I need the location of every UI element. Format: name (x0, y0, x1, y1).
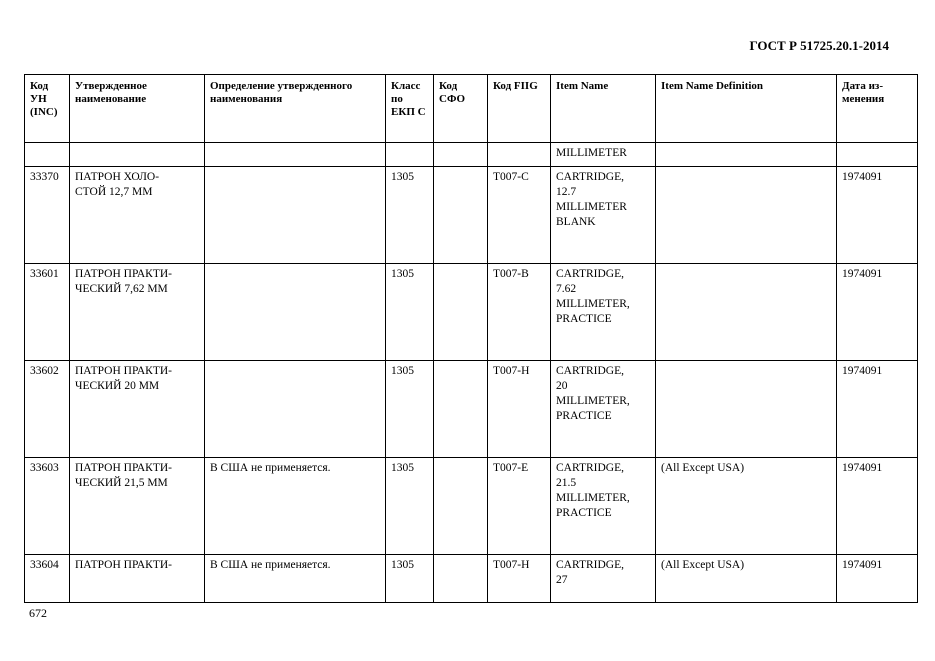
definition-cell: В США не применяется. (205, 458, 386, 555)
fiig-cell: T007-B (488, 264, 551, 361)
item-name-cell-line: CARTRIDGE, (556, 171, 624, 183)
item-name-cell (551, 361, 656, 458)
approved-name-cell (70, 458, 205, 555)
change-date-cell: 1974091 (837, 555, 918, 603)
sfo-cell (434, 264, 488, 361)
column-header-sfo: Код СФО (434, 75, 488, 143)
inc-cell: 33601 (25, 264, 70, 361)
approved-name-cell-line: ЧЕСКИЙ 20 ММ (75, 380, 160, 392)
table-row (25, 167, 918, 264)
approved-name-cell-line: ПАТРОН ПРАКТИ- (75, 268, 173, 280)
column-header-change-date: Дата из- менения (837, 75, 918, 143)
inc-cell: 33604 (25, 555, 70, 603)
inc-cell: 33370 (25, 167, 70, 264)
change-date-cell: 1974091 (837, 458, 918, 555)
fiig-cell: T007-H (488, 555, 551, 603)
sfo-cell (434, 167, 488, 264)
item-name-cell-line: PRACTICE (556, 507, 612, 519)
column-header-item-name-definition: Item Name Definition (656, 75, 837, 143)
definition-cell (205, 361, 386, 458)
definition-cell (205, 167, 386, 264)
class-cell: 1305 (386, 361, 434, 458)
item-name-cell-line: CARTRIDGE, (556, 559, 624, 571)
item-name-cell-line: CARTRIDGE, (556, 365, 624, 377)
change-date-cell: 1974091 (837, 264, 918, 361)
item-name-cell-line: BLANK (556, 216, 596, 228)
item-name-definition-cell (656, 361, 837, 458)
approved-name-cell-line: ПАТРОН ПРАКТИ- (75, 559, 173, 571)
nomenclature-table (24, 74, 918, 603)
item-name-cell (551, 167, 656, 264)
approved-name-cell-line: ПАТРОН ПРАКТИ- (75, 365, 173, 377)
document-id-header: ГОСТ Р 51725.20.1-2014 (749, 38, 889, 53)
table-row (25, 555, 918, 603)
item-name-cell (551, 555, 656, 603)
item-name-definition-cell: (All Except USA) (656, 555, 837, 603)
class-cell: 1305 (386, 264, 434, 361)
table-row (25, 361, 918, 458)
item-name-cell-line: 20 (556, 380, 568, 392)
column-header-fiig: Код FIIG (488, 75, 551, 143)
approved-name-cell (70, 167, 205, 264)
item-name-cell-line: 7.62 (556, 283, 577, 295)
table-row (25, 458, 918, 555)
table-row-continuation (25, 143, 918, 167)
fiig-cell: T007-E (488, 458, 551, 555)
approved-name-cell-line: СТОЙ 12,7 ММ (75, 186, 153, 198)
item-name-cell-line: MILLIMETER, (556, 492, 630, 504)
approved-name-cell-line: ПАТРОН ПРАКТИ- (75, 462, 173, 474)
item-name-cell (551, 264, 656, 361)
definition-cell (205, 264, 386, 361)
approved-name-cell-line: ПАТРОН ХОЛО- (75, 171, 160, 183)
item-name-cell-line: CARTRIDGE, (556, 268, 624, 280)
item-name-cell-line: 27 (556, 574, 568, 586)
page-number: 672 (29, 606, 47, 620)
inc-cell: 33603 (25, 458, 70, 555)
table-header-row (25, 75, 918, 143)
item-name-cell (551, 458, 656, 555)
item-name-cell-line: MILLIMETER (556, 201, 627, 213)
approved-name-cell (70, 264, 205, 361)
definition-cell: В США не применяется. (205, 555, 386, 603)
table-row (25, 264, 918, 361)
change-date-cell: 1974091 (837, 167, 918, 264)
item-name-cell-line: MILLIMETER, (556, 298, 630, 310)
class-cell: 1305 (386, 458, 434, 555)
column-header-item-name: Item Name (551, 75, 656, 143)
item-name-definition-cell: (All Except USA) (656, 458, 837, 555)
item-name-cell-line: PRACTICE (556, 313, 612, 325)
change-date-cell: 1974091 (837, 361, 918, 458)
column-header-class: Класс по ЕКП С (386, 75, 434, 143)
approved-name-cell (70, 361, 205, 458)
approved-name-cell-line: ЧЕСКИЙ 21,5 ММ (75, 477, 168, 489)
class-cell: 1305 (386, 167, 434, 264)
item-name-cell-line: 12.7 (556, 186, 577, 198)
column-header-approved-name: Утвержденное наименование (70, 75, 205, 143)
sfo-cell (434, 361, 488, 458)
item-name-cell-line: MILLIMETER, (556, 395, 630, 407)
inc-cell: 33602 (25, 361, 70, 458)
column-header-definition: Определение утвержденного наименования (205, 75, 386, 143)
item-name-definition-cell (656, 264, 837, 361)
item-name-definition-cell (656, 167, 837, 264)
fiig-cell: T007-H (488, 361, 551, 458)
approved-name-cell-line: ЧЕСКИЙ 7,62 ММ (75, 283, 168, 295)
item-name-cell: MILLIMETER (551, 143, 656, 167)
item-name-cell-line: PRACTICE (556, 410, 612, 422)
item-name-cell-line: 21.5 (556, 477, 577, 489)
sfo-cell (434, 458, 488, 555)
fiig-cell: T007-C (488, 167, 551, 264)
class-cell: 1305 (386, 555, 434, 603)
sfo-cell (434, 555, 488, 603)
item-name-cell-line: CARTRIDGE, (556, 462, 624, 474)
approved-name-cell (70, 555, 205, 603)
column-header-inc: Код УН (INC) (25, 75, 70, 143)
